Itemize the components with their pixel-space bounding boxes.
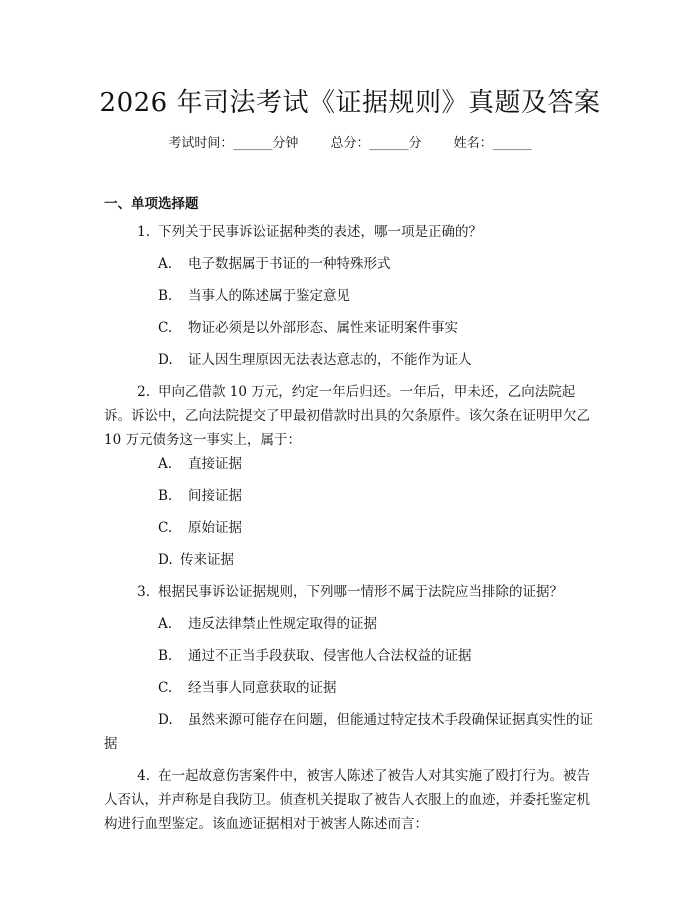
option-letter: A. (158, 456, 173, 472)
option-text: 通过不正当手段获取、侵害他人合法权益的证据 (188, 648, 472, 664)
question-3-option-b (158, 644, 472, 668)
question-4-line-3: 构进行血型鉴定。该血迹证据相对于被害人陈述而言： (104, 816, 428, 832)
option-letter: D. (158, 352, 173, 368)
question-3 (104, 580, 614, 604)
option-text: 电子数据属于书证的一种特殊形式 (188, 256, 391, 272)
question-number: 1. (137, 224, 150, 240)
question-1-option-d (158, 348, 472, 372)
question-2-line-3: 10 万元债务这一事实上，属于： (104, 432, 301, 448)
question-number: 3. (137, 584, 150, 600)
question-1-option-b (158, 284, 350, 308)
question-3-option-a (158, 612, 377, 636)
question-3-option-d-continuation: 据 (104, 736, 118, 752)
question-2-option-b (158, 484, 242, 508)
question-4-line-2: 人否认，并声称是自我防卫。侦查机关提取了被告人衣服上的血迹，并委托鉴定机 (104, 792, 590, 808)
question-3-option-c (158, 676, 337, 700)
question-2-line-2: 诉。诉讼中，乙向法院提交了甲最初借款时出具的欠条原件。该欠条在证明甲欠乙 (104, 408, 590, 424)
option-letter: D. (158, 712, 173, 728)
student-name-field: 姓名：______ (453, 136, 532, 151)
option-letter: C. (158, 320, 173, 336)
exam-meta (0, 132, 700, 151)
exam-time-field: 考试时间：______分钟 (168, 136, 299, 151)
question-text-line-1: 在一起故意伤害案件中，被害人陈述了被告人对其实施了殴打行为。被告 (158, 768, 590, 784)
question-2-option-c (158, 516, 242, 540)
option-letter: A. (158, 616, 173, 632)
option-letter: A. (158, 256, 173, 272)
option-text: 虽然来源可能存在问题，但能通过特定技术手段确保证据真实性的证 (188, 712, 593, 728)
option-text: 直接证据 (188, 456, 242, 472)
question-text-line-1: 甲向乙借款 10 万元，约定一年后归还。一年后，甲未还，乙向法院起 (158, 384, 576, 400)
question-2-option-a (158, 452, 242, 476)
question-2 (104, 380, 614, 404)
option-letter: B. (158, 488, 173, 504)
question-text: 下列关于民事诉讼证据种类的表述，哪一项是正确的？ (158, 224, 482, 240)
option-text: 经当事人同意获取的证据 (188, 680, 337, 696)
option-letter: B. (158, 648, 173, 664)
option-text: 间接证据 (188, 488, 242, 504)
page-title: 2026 年司法考试《证据规则》真题及答案 (99, 88, 601, 118)
option-text: 物证必须是以外部形态、属性来证明案件事实 (188, 320, 458, 336)
question-text: 根据民事诉讼证据规则，下列哪一情形不属于法院应当排除的证据？ (158, 584, 563, 600)
option-text: 违反法律禁止性规定取得的证据 (188, 616, 377, 632)
option-letter: D. (158, 552, 173, 568)
question-2-option-d (158, 548, 234, 572)
question-number: 4. (137, 768, 150, 784)
question-3-option-d (158, 708, 593, 732)
option-text: 传来证据 (180, 552, 234, 568)
option-letter: C. (158, 680, 173, 696)
question-1-option-a (158, 252, 391, 276)
question-4 (104, 764, 614, 788)
option-text: 证人因生理原因无法表达意志的，不能作为证人 (188, 352, 472, 368)
option-text: 原始证据 (188, 520, 242, 536)
total-score-field: 总分：______分 (330, 136, 422, 151)
question-number: 2. (137, 384, 150, 400)
option-text: 当事人的陈述属于鉴定意见 (188, 288, 350, 304)
option-letter: B. (158, 288, 173, 304)
question-1-option-c (158, 316, 458, 340)
option-letter: C. (158, 520, 173, 536)
question-1 (104, 220, 614, 244)
section-title: 一、单项选择题 (104, 196, 199, 212)
